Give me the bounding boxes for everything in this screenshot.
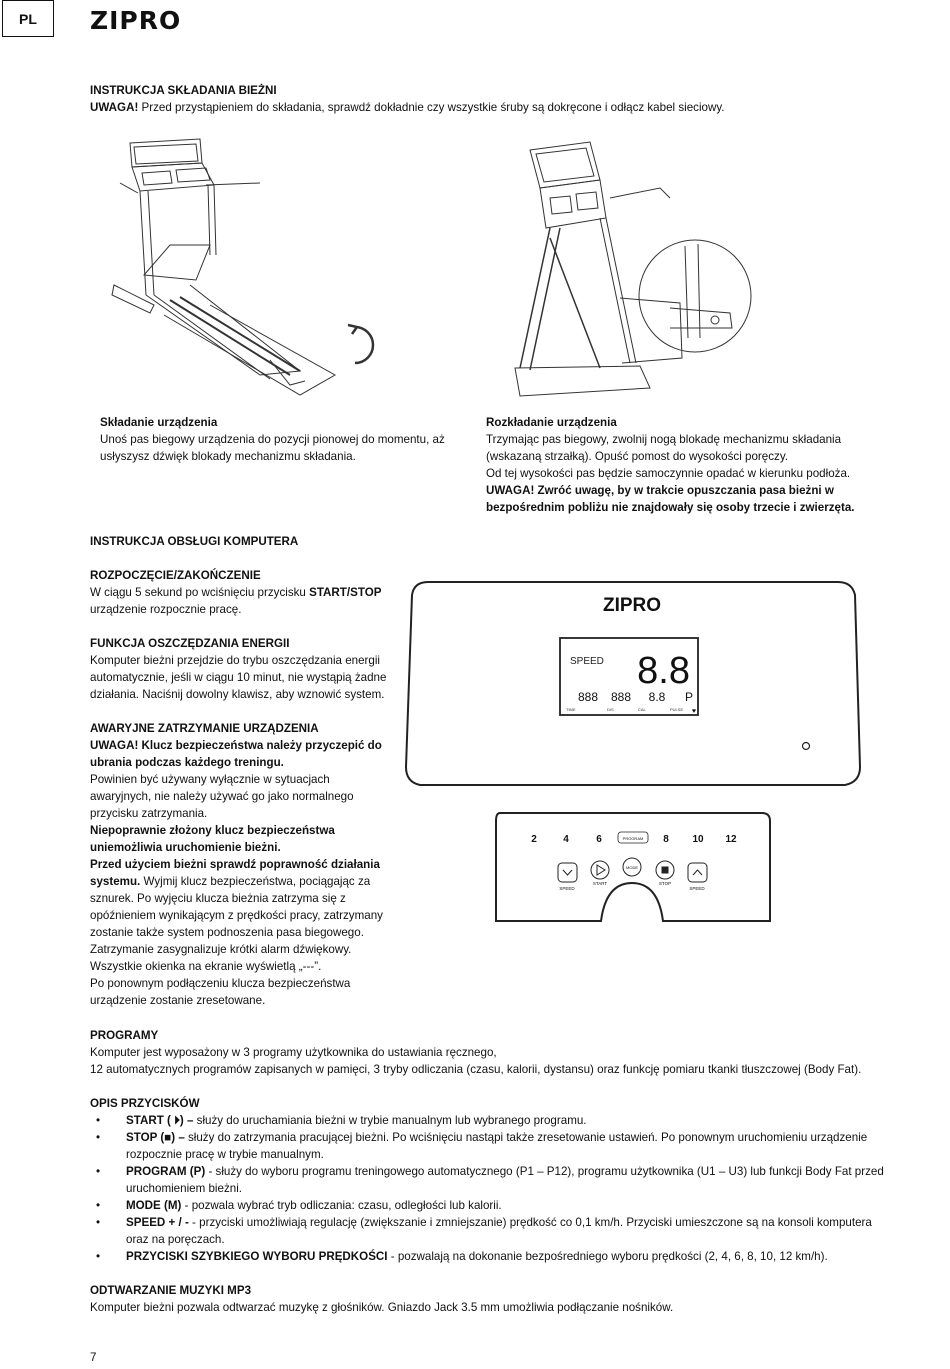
lcd-sub-label: DIS	[607, 707, 614, 712]
emergency-rest: Wyjmij klucz bezpieczeństwa, pociągając za	[140, 875, 371, 888]
list-item	[90, 1248, 890, 1265]
lcd-digits-time: 888	[577, 690, 599, 704]
item-text: rozpocznie pracę w trybie manualnym.	[126, 1148, 324, 1161]
energy-title: FUNKCJA OSZCZĘDZANIA ENERGII	[90, 637, 290, 650]
start-button[interactable]	[591, 861, 609, 879]
speed-up-button[interactable]	[688, 863, 707, 882]
lcd-digits-dis: 888	[610, 690, 632, 704]
stop-icon	[662, 867, 669, 874]
item-bold: SPEED + / -	[126, 1216, 189, 1229]
mode-label: MODE	[626, 865, 638, 870]
unfold-instructions	[486, 414, 926, 516]
fold-title: Składanie urządzenia	[100, 416, 218, 429]
list-item	[90, 1214, 890, 1248]
emergency-line: Niepoprawnie złożony klucz bezpieczeństwa	[90, 824, 335, 837]
mp3-text: Komputer bieżni pozwala odtwarzać muzykę z głośników. Gniazdo Jack 3.5 mm umożliwia podłączanie nośników.	[90, 1301, 674, 1314]
item-text: - przyciski umożliwiają regulację (zwiększanie i zmniejszanie) prędkość co 0,1 km/h. Przyciski umieszczone są na konsoli komputera	[188, 1216, 872, 1229]
start-stop-pre: W ciągu 5 sekund po wciśnięciu przycisku	[90, 586, 310, 599]
lcd-sub-label: CAL	[638, 707, 646, 712]
buttons-title: OPIS PRZYCISKÓW	[90, 1097, 200, 1110]
lcd-sub-label: PULSE	[670, 707, 684, 712]
mp3-section	[90, 1282, 890, 1316]
buttons-section	[90, 1095, 890, 1265]
unfold-warning: bezpośrednim pobliżu nie znajdowały się osoby trzecie i zwierzęta.	[486, 501, 855, 514]
emergency-bold: systemu.	[90, 875, 141, 888]
emergency-line: Powinien być używany wyłącznie w sytuacjach	[90, 773, 330, 786]
lcd-digits-cal: 8.8	[648, 690, 666, 704]
emergency-line: ubrania podczas każdego treningu.	[90, 756, 284, 769]
emergency-title: AWARYJNE ZATRZYMANIE URZĄDZENIA	[90, 722, 319, 735]
item-text: - pozwalają na dokonanie bezpośredniego wyboru prędkości (2, 4, 6, 8, 10, 12 km/h).	[387, 1250, 828, 1263]
list-item	[90, 1197, 890, 1214]
emergency-line: Zatrzymanie zasygnalizuje krótki alarm dźwiękowy.	[90, 943, 352, 956]
energy-line: działania. Naciśnij dowolny klawisz, aby wznowić system.	[90, 688, 385, 701]
unfold-warning: UWAGA! Zwróć uwagę, by w trakcie opuszczania pasa bieżni w	[486, 484, 834, 497]
assembly-warning	[90, 99, 890, 116]
unfold-line: Od tej wysokości pas będzie samoczynnie opadać w kierunku podłoża.	[486, 467, 851, 480]
speed-down-button[interactable]	[558, 863, 577, 882]
page-number: 7	[90, 1351, 97, 1364]
item-text: oraz na poręczach.	[126, 1233, 225, 1246]
emergency-line: opóźnieniem wynikającym z prędkości pracy, zatrzymany	[90, 909, 383, 922]
emergency-line: Po ponownym podłączeniu klucza bezpieczeństwa	[90, 977, 351, 990]
item-bold: START ( ⏵) –	[126, 1114, 194, 1127]
energy-line: automatycznie, jeśli w ciągu 10 minut, nie wystąpią żadne	[90, 671, 387, 684]
emergency-line: uniemożliwia uruchomienie bieżni.	[90, 841, 281, 854]
fold-line: usłyszysz dźwięk blokady mechanizmu składania.	[100, 450, 356, 463]
treadmill-fold-illustration	[110, 135, 385, 397]
item-text: - pozwala wybrać tryb odliczania: czasu, odległości lub kalorii.	[181, 1199, 502, 1212]
item-bold: PRZYCISKI SZYBKIEGO WYBORU PRĘDKOŚCI	[126, 1250, 388, 1263]
console-diagram	[400, 577, 870, 937]
speed-key-4[interactable]: 4	[563, 834, 569, 845]
programs-section	[90, 1027, 920, 1078]
start-stop-title: ROZPOCZĘCIE/ZAKOŃCZENIE	[90, 569, 261, 582]
item-bold: MODE (M)	[126, 1199, 182, 1212]
programs-line: Komputer jest wyposażony w 3 programy użytkownika do ustawiania ręcznego,	[90, 1046, 497, 1059]
emergency-line: Przed użyciem bieżni sprawdź poprawność działania	[90, 858, 380, 871]
item-text: służy do uruchamiania bieżni w trybie manualnym lub wybranego programu.	[193, 1114, 587, 1127]
brand-logo: ZIPRO	[90, 6, 182, 35]
emergency-line: zostanie także system podnoszenia pasa biegowego.	[90, 926, 364, 939]
programs-title: PROGRAMY	[90, 1029, 159, 1042]
speed-key-2[interactable]: 2	[531, 834, 537, 845]
btn-label-speed-down: SPEED	[559, 886, 575, 891]
program-label: PROGRAM	[622, 836, 644, 841]
list-item	[90, 1163, 890, 1197]
lcd-p-label: P	[684, 690, 693, 704]
speed-key-8[interactable]: 8	[663, 834, 669, 845]
assembly-section	[90, 82, 890, 116]
lcd-big-digits: 8.8	[637, 650, 690, 692]
fold-line: Unoś pas biegowy urządzenia do pozycji pionowej do momentu, aż	[100, 433, 445, 446]
btn-label-speed-up: SPEED	[689, 886, 705, 891]
unfold-line: (wskazaną strzałką). Opuść pomost do wysokości poręczy.	[486, 450, 788, 463]
speed-key-12[interactable]: 12	[725, 834, 737, 845]
fold-instructions	[100, 414, 460, 465]
speed-key-10[interactable]: 10	[692, 834, 704, 845]
assembly-title: INSTRUKCJA SKŁADANIA BIEŻNI	[90, 84, 277, 97]
buttons-list	[90, 1112, 890, 1265]
computer-title: INSTRUKCJA OBSŁUGI KOMPUTERA	[90, 535, 299, 548]
language-badge: PL	[2, 0, 54, 37]
btn-label-stop: STOP	[658, 881, 672, 886]
item-text: - służy do wyboru programu treningowego automatycznego (P1 – P12), programu użytkownika (U1 – U3) lub funkcji Body Fat przed	[205, 1165, 884, 1178]
item-bold: PROGRAM (P)	[126, 1165, 206, 1178]
speed-key-6[interactable]: 6	[596, 834, 602, 845]
list-item	[90, 1112, 890, 1129]
emergency-line: przycisku zatrzymania.	[90, 807, 208, 820]
item-bold: STOP (■) –	[126, 1131, 185, 1144]
unfold-title: Rozkładanie urządzenia	[486, 416, 617, 429]
console-logo: ZIPRO	[602, 595, 662, 616]
warning-text: Przed przystąpieniem do składania, sprawdź dokładnie czy wszystkie śruby są dokręcone i odłącz kabel sieciowy.	[138, 101, 725, 114]
emergency-line: awaryjnych, nie należy używać go jako normalnego	[90, 790, 354, 803]
start-stop-post: urządzenie rozpocznie pracę.	[90, 603, 242, 616]
energy-line: Komputer bieżni przejdzie do trybu oszczędzania energii	[90, 654, 381, 667]
btn-label-start: START	[592, 881, 608, 886]
heart-icon: ♥	[691, 708, 697, 715]
start-stop-key: START/STOP	[309, 586, 382, 599]
item-text: służy do zatrzymania pracującej bieżni. Po wciśnięciu nastąpi także zresetowanie ustawień. Po ponownym uruchomieniu urządzenie	[184, 1131, 868, 1144]
item-text: uruchomieniem bieżni.	[126, 1182, 242, 1195]
emergency-line: urządzenie zostanie zresetowane.	[90, 994, 266, 1007]
treadmill-unfold-illustration	[510, 138, 755, 400]
lcd-speed-label: SPEED	[570, 656, 604, 667]
programs-line: 12 automatycznych programów zapisanych w pamięci, 3 tryby odliczania (czasu, kalorii, dystansu) oraz funkcję pomiaru tkanki tłuszczowej (Body Fat).	[90, 1063, 862, 1076]
warning-label: UWAGA!	[90, 101, 139, 114]
emergency-line: UWAGA! Klucz bezpieczeństwa należy przyczepić do	[90, 739, 382, 752]
mp3-title: ODTWARZANIE MUZYKI MP3	[90, 1284, 252, 1297]
list-item	[90, 1129, 890, 1163]
lcd-sub-label: TIME	[566, 707, 576, 712]
unfold-line: Trzymając pas biegowy, zwolnij nogą blokadę mechanizmu składania	[486, 433, 842, 446]
emergency-line: Wszystkie okienka na ekranie wyświetlą „---”.	[90, 960, 322, 973]
emergency-line: sznurek. Po wyjęciu klucza bieżnia zatrzyma się z	[90, 892, 346, 905]
